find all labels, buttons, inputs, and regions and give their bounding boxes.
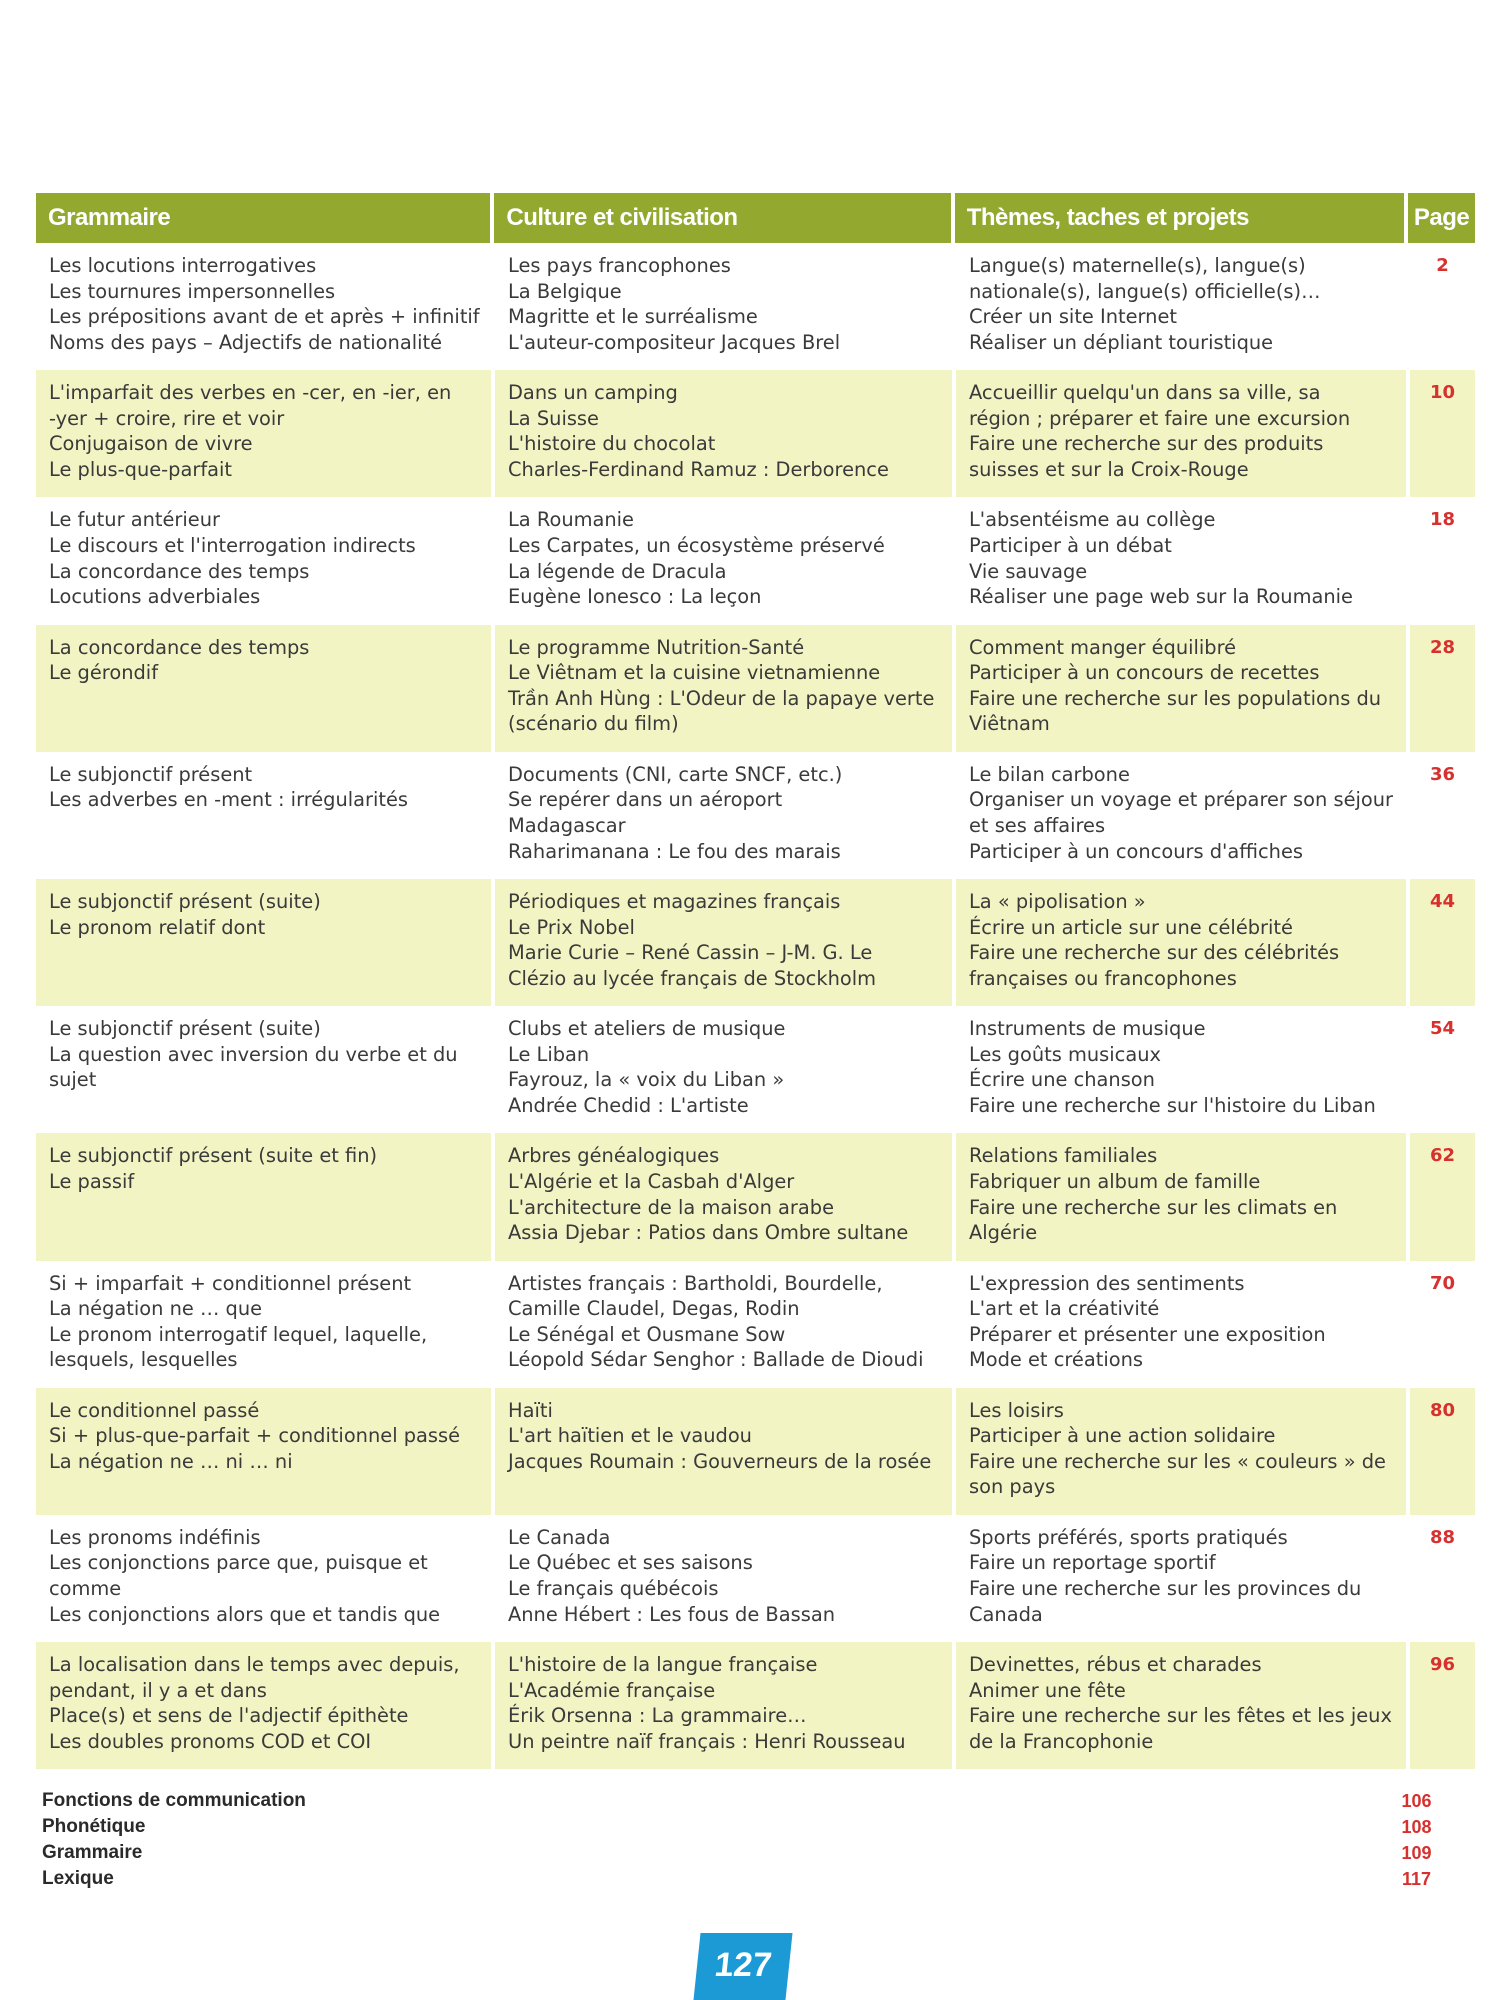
cell-line: Trần Anh Hùng : L'Odeur de la papaye verte [508,686,935,710]
culture-cell [495,1388,956,1515]
cell-line: Viêtnam [969,712,1050,736]
cell-line: Faire une recherche sur des produits [969,432,1324,456]
cell-line: L'histoire de la langue française [508,1653,818,1677]
cell-line: Clubs et ateliers de musique [508,1017,786,1041]
cell-line: Le subjonctif présent [49,762,253,786]
cell-line: Accueillir quelqu'un dans sa ville, sa [969,381,1321,405]
culture-cell [495,625,956,752]
table-row [36,1388,1475,1515]
cell-line: La Belgique [508,279,622,303]
cell-line: La Suisse [508,406,599,430]
cell-line: Érik Orsenna : La grammaire… [508,1704,807,1728]
header-page: Page [1408,193,1475,243]
cell-line: Devinettes, rébus et charades [969,1653,1262,1677]
cell-line: Noms des pays – Adjectifs de nationalité [49,330,443,354]
table-row [36,752,1475,879]
cell-line: La concordance des temps [49,559,310,583]
table-row [36,497,1475,624]
cell-line: L'art haïtien et le vaudou [508,1424,752,1448]
culture-cell [495,1642,956,1769]
cell-line: Le discours et l'interrogation indirects [49,533,416,557]
appendix-label: Fonctions de communication [42,1790,306,1811]
grammar-cell [36,497,495,624]
table-row [36,370,1475,497]
cell-line: Mode et créations [969,1348,1143,1372]
cell-line: Si + plus-que-parfait + conditionnel passé [49,1424,461,1448]
cell-line: L'art et la créativité [969,1297,1160,1321]
cell-line: Raharimanana : Le fou des marais [508,839,841,863]
cell-line: Camille Claudel, Degas, Rodin [508,1297,800,1321]
cell-line: région ; préparer et faire une excursion [969,406,1351,430]
cell-line: lesquels, lesquelles [49,1348,238,1372]
appendix-label: Phonétique [42,1816,146,1837]
cell-line: Arbres généalogiques [508,1144,720,1168]
cell-line: La négation ne … ni … ni [49,1449,293,1473]
page-number: 127 [693,1933,792,2000]
themes-cell [956,1388,1410,1515]
cell-line: Les doubles pronoms COD et COI [49,1729,372,1753]
cell-line: Le programme Nutrition-Santé [508,635,805,659]
cell-line: Le futur antérieur [49,508,220,532]
cell-line: Participer à un débat [969,533,1172,557]
cell-line: Le Prix Nobel [508,915,635,939]
cell-line: L'auteur-compositeur Jacques Brel [508,330,841,354]
cell-line: Le passif [49,1169,135,1193]
grammar-cell [36,1006,495,1133]
cell-line: Les prépositions avant de et après + infinitif [49,305,480,329]
page-ref[interactable]: 18 [1429,509,1456,531]
appendix-item[interactable] [42,1840,1449,1866]
culture-cell [495,1261,956,1388]
cell-line: Charles-Ferdinand Ramuz : Derborence [508,457,889,481]
cell-line: Clézio au lycée français de Stockholm [508,966,876,990]
cell-line: Participer à un concours d'affiches [969,839,1303,863]
page-ref[interactable]: 28 [1429,636,1456,658]
cell-line: Les tournures impersonnelles [49,279,336,303]
cell-line: sujet [49,1068,97,1092]
cell-line: Les pronoms indéfinis [49,1525,261,1549]
cell-line: Participer à une action solidaire [969,1424,1276,1448]
cell-line: Eugène Ionesco : La leçon [508,585,762,609]
cell-line: françaises ou francophones [969,966,1237,990]
page-ref[interactable]: 2 [1436,255,1449,276]
cell-line: La localisation dans le temps avec depuis, [49,1653,460,1677]
themes-cell [956,625,1410,752]
cell-line: nationale(s), langue(s) officielle(s)… [969,279,1321,303]
culture-cell [495,1515,956,1642]
page-ref[interactable]: 96 [1429,1654,1456,1676]
cell-line: suisses et sur la Croix-Rouge [969,457,1249,481]
header-themes: Thèmes, taches et projets [955,193,1404,243]
cell-line: Comment manger équilibré [969,635,1237,659]
cell-line: Documents (CNI, carte SNCF, etc.) [508,762,843,786]
cell-line: Fayrouz, la « voix du Liban » [508,1068,785,1092]
themes-cell [956,1515,1410,1642]
cell-line: Faire une recherche sur les climats en [969,1195,1338,1219]
appendix-item[interactable] [42,1788,1449,1814]
cell-line: Relations familiales [969,1144,1158,1168]
cell-line: Le Viêtnam et la cuisine vietnamienne [508,661,881,685]
cell-line: Place(s) et sens de l'adjectif épithète [49,1704,409,1728]
page-ref[interactable]: 36 [1429,763,1456,785]
cell-line: Le plus-que-parfait [49,457,233,481]
grammar-cell [36,243,495,370]
appendix-page: 108 [1401,1817,1432,1837]
cell-line: Madagascar [508,813,626,837]
grammar-cell [36,1388,495,1515]
cell-line: Fabriquer un album de famille [969,1169,1261,1193]
themes-cell [956,752,1410,879]
culture-cell [495,1133,956,1260]
cell-line: Les conjonctions parce que, puisque et [49,1551,428,1575]
cell-line: Faire une recherche sur les « couleurs » de [969,1449,1386,1473]
cell-line: Organiser un voyage et préparer son séjour [969,788,1394,812]
grammar-cell [36,879,495,1006]
culture-cell [495,879,956,1006]
page-ref[interactable]: 88 [1429,1526,1456,1548]
themes-cell [956,1642,1410,1769]
cell-line: Léopold Sédar Senghor : Ballade de Dioudi [508,1348,924,1372]
cell-line: Faire une recherche sur des célébrités [969,941,1340,965]
grammar-cell [36,370,495,497]
cell-line: Jacques Roumain : Gouverneurs de la rosée [508,1449,932,1473]
cell-line: Assia Djebar : Patios dans Ombre sultane [508,1221,909,1245]
table-header [36,193,1475,243]
table-row [36,1642,1475,1769]
cell-line: Faire un reportage sportif [969,1551,1216,1575]
table-row [36,1133,1475,1260]
themes-cell [956,497,1410,624]
cell-line: Se repérer dans un aéroport [508,788,783,812]
themes-cell [956,879,1410,1006]
cell-line: La concordance des temps [49,635,310,659]
cell-line: Écrire une chanson [969,1068,1155,1092]
cell-line: La négation ne … que [49,1297,263,1321]
cell-line: L'imparfait des verbes en -cer, en -ier, en [49,381,452,405]
cell-line: Le subjonctif présent (suite) [49,1017,321,1041]
cell-line: Artistes français : Bartholdi, Bourdelle, [508,1271,883,1295]
cell-line: Les loisirs [969,1398,1064,1422]
cell-line: L'histoire du chocolat [508,432,716,456]
cell-line: Conjugaison de vivre [49,432,253,456]
cell-line: Animer une fête [969,1678,1126,1702]
cell-line: Périodiques et magazines français [508,889,841,913]
grammar-cell [36,752,495,879]
page-ref[interactable]: 62 [1429,1145,1456,1167]
cell-line: Canada [969,1602,1043,1626]
cell-line: Algérie [969,1221,1038,1245]
cell-line: Magritte et le surréalisme [508,305,758,329]
cell-line: Le subjonctif présent (suite) [49,889,321,913]
page-ref[interactable]: 70 [1429,1272,1456,1294]
page-ref[interactable]: 10 [1429,382,1456,404]
cell-line: La « pipolisation » [969,889,1146,913]
cell-line: Le bilan carbone [969,762,1130,786]
cell-line: Langue(s) maternelle(s), langue(s) [969,254,1306,277]
table-row [36,1261,1475,1388]
cell-line: Si + imparfait + conditionnel présent [49,1271,412,1295]
header-culture: Culture et civilisation [494,193,950,243]
cell-line: Le Québec et ses saisons [508,1551,753,1575]
appendix-page: 117 [1401,1869,1432,1889]
cell-line: Le conditionnel passé [49,1398,260,1422]
cell-line: (scénario du film) [508,712,679,736]
appendix-item[interactable] [42,1866,1449,1892]
cell-line: Le Sénégal et Ousmane Sow [508,1322,786,1346]
table-row [36,1006,1475,1133]
page-ref[interactable]: 44 [1429,890,1456,912]
appendix-label: Lexique [42,1868,114,1889]
cell-line: Vie sauvage [969,559,1088,583]
cell-line: Les locutions interrogatives [49,254,317,277]
cell-line: Le Liban [508,1042,590,1066]
cell-line: Haïti [508,1398,553,1422]
table-row [36,1515,1475,1642]
appendix-label: Grammaire [42,1842,143,1863]
cell-line: Le subjonctif présent (suite et fin) [49,1144,378,1168]
cell-line: comme [49,1577,122,1601]
cell-line: Instruments de musique [969,1017,1206,1041]
grammar-cell [36,625,495,752]
cell-line: Locutions adverbiales [49,585,261,609]
themes-cell [956,1006,1410,1133]
themes-cell [956,370,1410,497]
table-row [36,625,1475,752]
cell-line: Faire une recherche sur les populations du [969,686,1382,710]
grammar-cell [36,1515,495,1642]
appendix-page: 109 [1401,1843,1432,1863]
cell-line: L'Algérie et la Casbah d'Alger [508,1169,795,1193]
culture-cell [495,752,956,879]
cell-line: Le Canada [508,1525,611,1549]
grammar-cell [36,1642,495,1769]
table-row [36,243,1475,370]
themes-cell [956,243,1410,370]
culture-cell [495,1006,956,1133]
culture-cell [495,497,956,624]
cell-line: Participer à un concours de recettes [969,661,1320,685]
cell-line: Les conjonctions alors que et tandis que [49,1602,441,1626]
cell-line: Marie Curie – René Cassin – J-M. G. Le [508,941,873,965]
cell-line: L'absentéisme au collège [969,508,1216,532]
cell-line: Faire une recherche sur l'histoire du Liban [969,1093,1376,1117]
cell-line: La question avec inversion du verbe et du [49,1042,458,1066]
culture-cell [495,243,956,370]
cell-line: Les pays francophones [508,254,731,277]
cell-line: Dans un camping [508,381,678,405]
appendix-page: 106 [1401,1791,1432,1811]
cell-line: Les adverbes en -ment : irrégularités [49,788,409,812]
cell-line: La Roumanie [508,508,634,532]
culture-cell [495,370,956,497]
cell-line: Réaliser une page web sur la Roumanie [969,585,1353,609]
appendix-list [42,1788,1449,1892]
cell-line: de la Francophonie [969,1729,1154,1753]
grammar-cell [36,1261,495,1388]
page-ref[interactable]: 80 [1429,1399,1456,1421]
table-of-contents [36,193,1475,1769]
cell-line: Le pronom interrogatif lequel, laquelle, [49,1322,428,1346]
cell-line: Andrée Chedid : L'artiste [508,1093,749,1117]
header-grammaire: Grammaire [36,193,490,243]
cell-line: Le français québécois [508,1577,719,1601]
table-body [36,243,1475,1769]
cell-line: Créer un site Internet [969,305,1178,329]
cell-line: Anne Hébert : Les fous de Bassan [508,1602,835,1626]
cell-line: Le gérondif [49,661,159,685]
appendix-item[interactable] [42,1814,1449,1840]
cell-line: Écrire un article sur une célébrité [969,915,1293,939]
cell-line: Les goûts musicaux [969,1042,1161,1066]
grammar-cell [36,1133,495,1260]
cell-line: -yer + croire, rire et voir [49,406,285,430]
cell-line: Réaliser un dépliant touristique [969,330,1274,354]
cell-line: Un peintre naïf français : Henri Rousseau [508,1729,906,1753]
cell-line: Sports préférés, sports pratiqués [969,1525,1288,1549]
cell-line: Les Carpates, un écosystème préservé [508,533,885,557]
cell-line: Faire une recherche sur les provinces du [969,1577,1362,1601]
cell-line: Préparer et présenter une exposition [969,1322,1326,1346]
cell-line: L'Académie française [508,1678,716,1702]
table-row [36,879,1475,1006]
themes-cell [956,1261,1410,1388]
cell-line: son pays [969,1475,1056,1499]
page-ref[interactable]: 54 [1429,1018,1456,1040]
themes-cell [956,1133,1410,1260]
cell-line: La légende de Dracula [508,559,727,583]
cell-line: L'architecture de la maison arabe [508,1195,835,1219]
cell-line: Le pronom relatif dont [49,915,266,939]
cell-line: et ses affaires [969,813,1106,837]
cell-line: L'expression des sentiments [969,1271,1245,1295]
cell-line: Faire une recherche sur les fêtes et les jeux [969,1704,1392,1728]
cell-line: pendant, il y a et dans [49,1678,267,1702]
